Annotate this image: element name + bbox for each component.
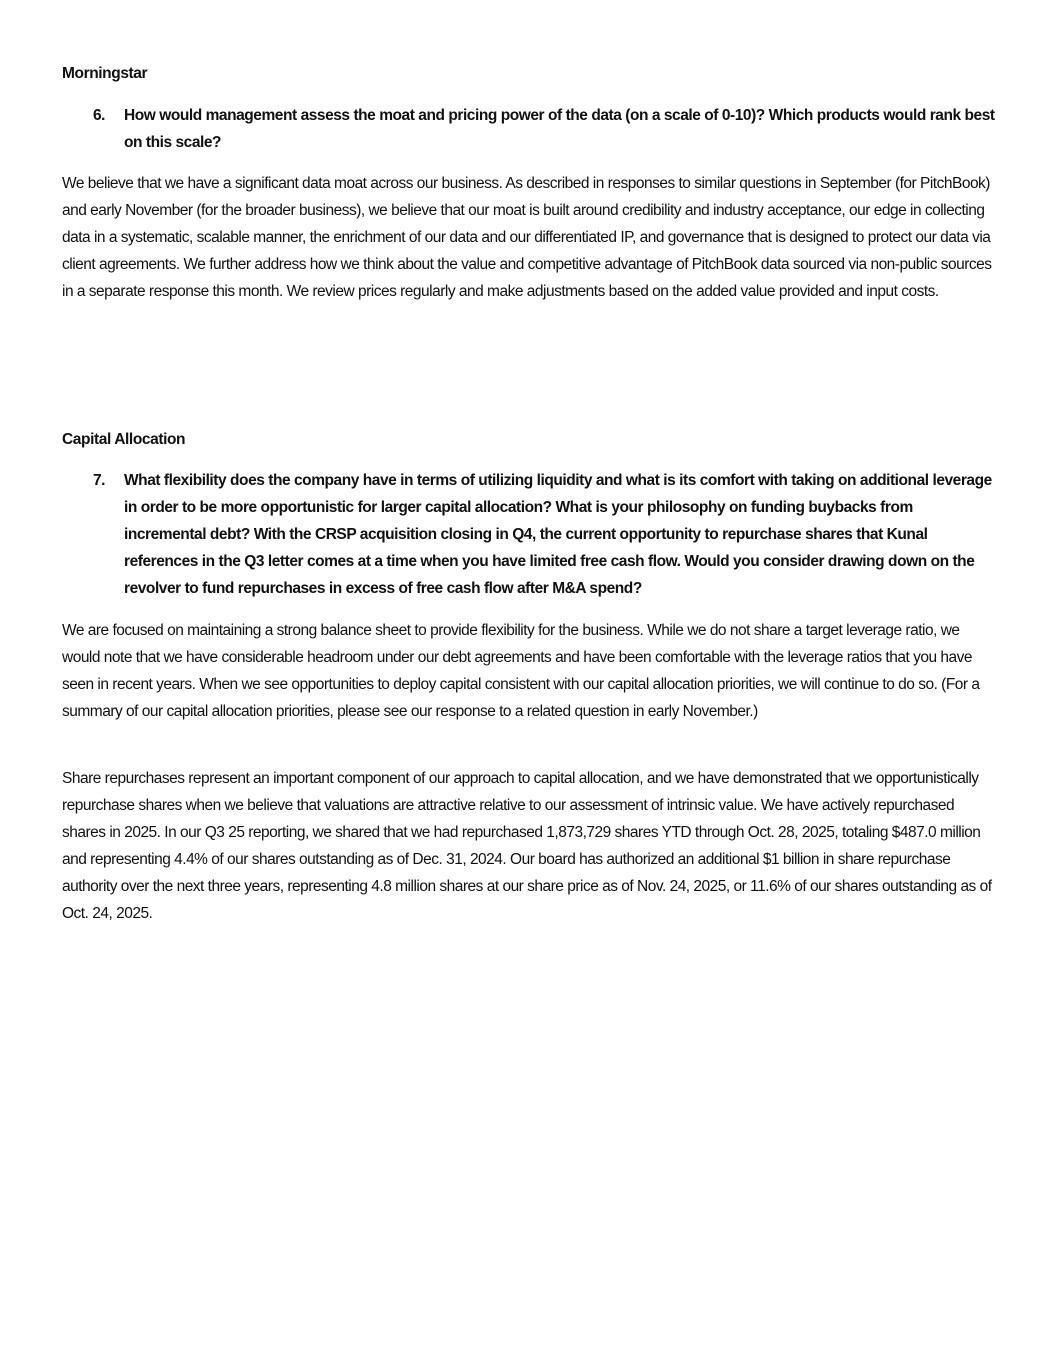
question-number: 7. bbox=[93, 472, 106, 489]
question-6 bbox=[62, 102, 997, 156]
answer-paragraph: We are focused on maintaining a strong balance sheet to provide flexibility for the business. While we do not share a target leverage ratio, we would note that we have considerable headroom under our debt agreements and have been comfortable with the leverage ratios that you have seen in recent years. When we see opportunities to deploy capital consistent with our capital allocation priorities, we will continue to do so. (For a summary of our capital allocation priorities, please see our response to a related question in early November.) bbox=[62, 622, 980, 720]
section-heading-morningstar: Morningstar bbox=[62, 65, 148, 82]
question-number: 6. bbox=[93, 107, 106, 124]
question-7 bbox=[62, 467, 997, 602]
answer-paragraph: We believe that we have a significant data moat across our business. As described in responses to similar questions in September (for PitchBook) and early November (for the broader business), we believe that our moat is built around credibility and industry acceptance, our edge in collecting data in a systematic, scalable manner, the enrichment of our data and our differentiated IP, and governance that is designed to protect our data via client agreements. We further address how we think about the value and competitive advantage of PitchBook data sourced via non-public sources in a separate response this month. We review prices regularly and make adjustments based on the added value provided and input costs. bbox=[62, 175, 992, 300]
answer-paragraph: Share repurchases represent an important component of our approach to capital allocation, and we have demonstrated that we opportunistically repurchase shares when we believe that valuations are attractive relative to our assessment of intrinsic value. We have actively repurchased shares in 2025. In our Q3 25 reporting, we shared that we had repurchased 1,873,729 shares YTD through Oct. 28, 2025, totaling $487.0 million and representing 4.4% of our shares outstanding as of Dec. 31, 2024. Our board has authorized an additional $1 billion in share repurchase authority over the next three years, representing 4.8 million shares at our share price as of Nov. 24, 2025, or 11.6% of our shares outstanding as of Oct. 24, 2025. bbox=[62, 770, 992, 922]
section-heading-capital-allocation: Capital Allocation bbox=[62, 431, 186, 448]
question-text: What flexibility does the company have in terms of utilizing liquidity and what is its comfort with taking on additional leverage in order to be more opportunistic for larger capital allocation? What is your philosophy on funding buybacks from incremental debt? With the CRSP acquisition closing in Q4, the current opportunity to repurchase shares that Kunal references in the Q3 letter comes at a time when you have limited free cash flow. Would you consider drawing down on the revolver to fund repurchases in excess of free cash flow after M&A spend? bbox=[124, 472, 992, 597]
question-text: How would management assess the moat and pricing power of the data (on a scale of 0-10)? Which products would rank best on this scale? bbox=[124, 107, 995, 151]
